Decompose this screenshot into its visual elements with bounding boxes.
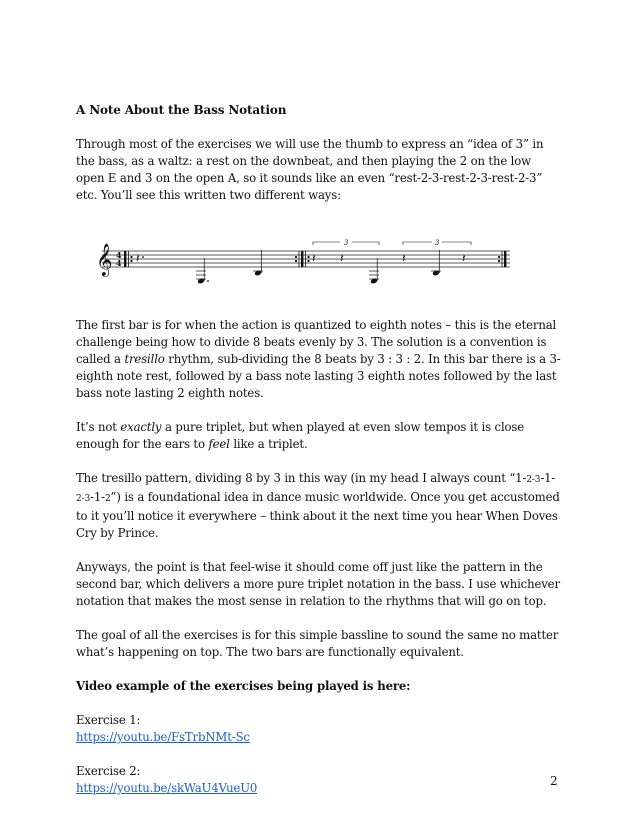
exercise-1-label: Exercise 1:	[76, 713, 141, 727]
paragraph-tresillo-pattern: The tresillo pattern, dividing 8 by 3 in this way (in my head I always count “1-2-3-1-2-3-1-2”) is a foundational idea in dance music worldwide. Once you get accustomed to it you’ll notice it everywhere – think about it the next time you hear When Doves Cry by Prince.	[76, 471, 560, 540]
exercise-1-link[interactable]: https://youtu.be/FsTrbNMt-Sc	[76, 730, 250, 744]
quarter-rest-icon: 𝄽	[340, 251, 344, 265]
exercise-1	[76, 712, 562, 746]
note-a-2	[431, 250, 441, 273]
staff-lines	[102, 251, 510, 267]
page-content	[76, 102, 562, 814]
section-heading: A Note About the Bass Notation	[76, 103, 287, 117]
paragraph-goal: The goal of all the exercises is for this simple bassline to sound the same no matter what’s happening on top. The two bars are functionally equivalent.	[76, 628, 559, 659]
quarter-rest-icon: 𝄽	[136, 251, 140, 265]
exercise-2-label: Exercise 2:	[76, 764, 141, 778]
note-low-e	[369, 258, 379, 281]
intro-paragraph: Through most of the exercises we will use the thumb to express an “idea of 3” in the bass, as a waltz: a rest on the downbeat, and then playing the 2 on the low open E and 3 on the open A, so it sounds like an even “rest-2-3-rest-2-3-rest-2-3” etc. You’ll see this written two different ways:	[76, 137, 544, 202]
triplet-mark-2: 3	[434, 239, 440, 247]
triplet-mark-1: 3	[343, 239, 349, 247]
quarter-rest-icon: 𝄽	[402, 251, 406, 265]
note-a	[253, 250, 263, 273]
exercise-2-link[interactable]: https://youtu.be/skWaU4VueU0	[76, 781, 258, 795]
paragraph-anyways: Anyways, the point is that feel-wise it should come off just like the pattern in the second bar, which delivers a more pure triplet notation in the bass. I use whichever notation that makes the most sense in relation to the rhythms that will go on top.	[76, 560, 560, 608]
video-heading: Video example of the exercises being played is here:	[76, 679, 411, 693]
paragraph-tresillo: The first bar is for when the action is quantized to eighth notes – this is the eternal challenge being how to divide 8 beats evenly by 3. The solution is a convention is called a tresillo rhythm, sub-dividing the 8 beats by 3 : 3 : 2. In this bar there is a 3-eighth note rest, followed by a bass note lasting 3 eighth notes followed by the last bass note lasting 2 eighth notes.	[76, 318, 561, 400]
time-signature-lower: 4	[116, 258, 122, 268]
quarter-rest-icon: 𝄽	[462, 251, 466, 265]
paragraph-triplet-feel: It’s not exactly a pure triplet, but when played at even slow tempos it is close enough for the ears to feel like a triplet.	[76, 420, 525, 451]
exercise-2	[76, 763, 562, 797]
dot	[142, 256, 144, 258]
page-number: 2	[550, 774, 558, 788]
time-signature: 4	[116, 250, 122, 260]
treble-clef-icon: 𝄞	[96, 243, 113, 276]
music-notation	[76, 221, 562, 309]
note-low-e-dotted	[196, 258, 206, 281]
quarter-rest-icon: 𝄽	[312, 251, 316, 265]
